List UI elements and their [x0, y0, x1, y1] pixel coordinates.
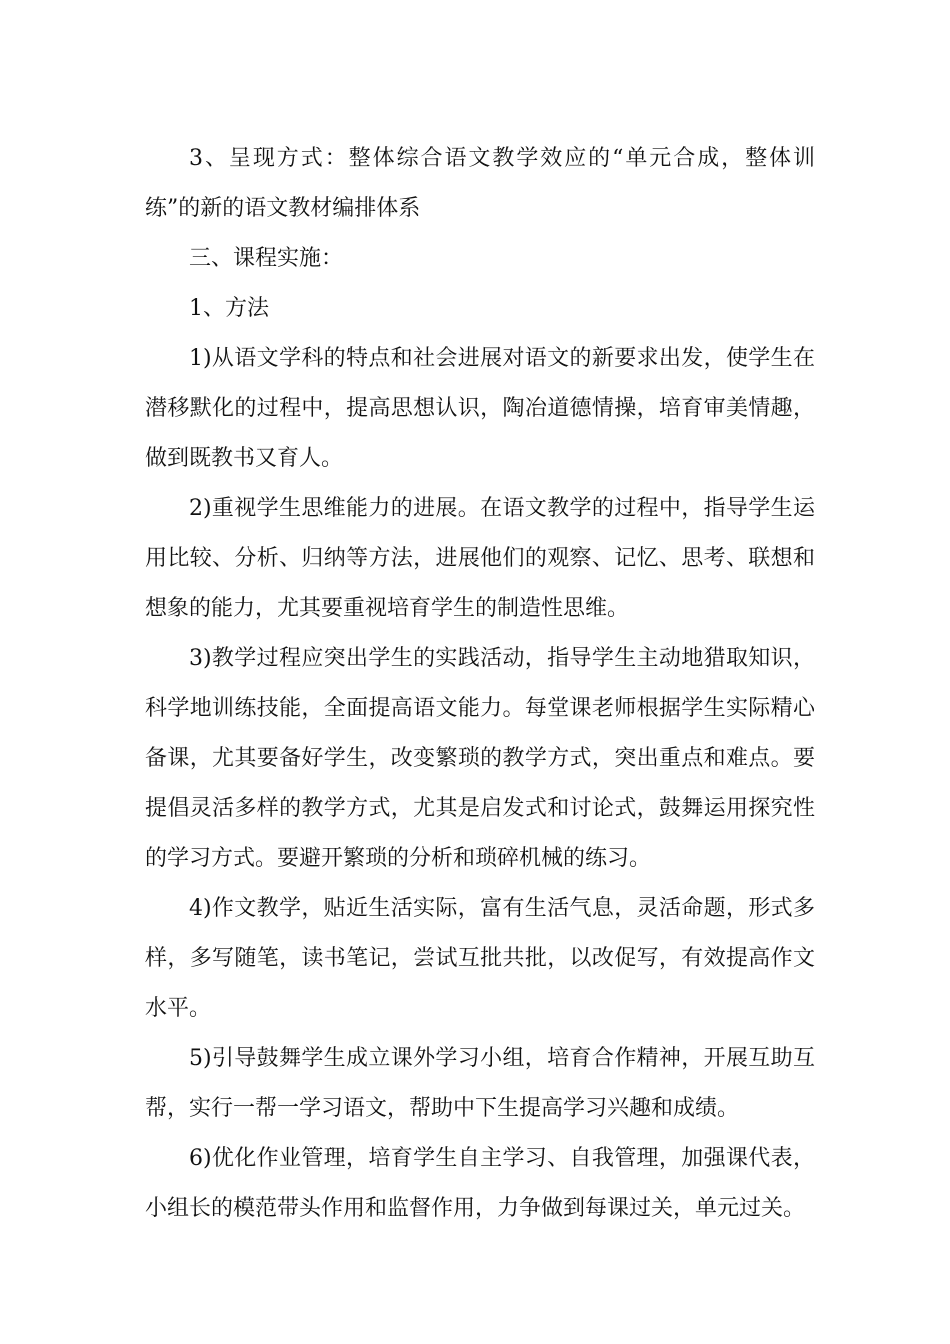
heading-methods: 1、方法 — [189, 296, 269, 321]
paragraph-method-6: 6)优化作业管理，培育学生自主学习、自我管理，加强课代表，小组长的模范带头作用和监督作用，力争做到每课过关，单元过关。 — [145, 1146, 815, 1221]
paragraph-method-2: 2)重视学生思维能力的进展。在语文教学的过程中，指导学生运用比较、分析、归纳等方法，进展他们的观察、记忆、思考、联想和想象的能力，尤其要重视培育学生的制造性思维。 — [145, 496, 815, 621]
paragraph-method-5: 5)引导鼓舞学生成立课外学习小组，培育合作精神，开展互助互帮，实行一帮一学习语文，帮助中下生提高学习兴趣和成绩。 — [145, 1046, 815, 1121]
paragraph-presentation-method: 3、呈现方式：整体综合语文教学效应的“单元合成，整体训练”的新的语文教材编排体系 — [145, 146, 815, 221]
document-body — [145, 134, 815, 1234]
paragraph-method-1: 1)从语文学科的特点和社会进展对语文的新要求出发，使学生在潜移默化的过程中，提高思想认识，陶冶道德情操，培育审美情趣，做到既教书又育人。 — [145, 346, 815, 471]
paragraph-method-4: 4)作文教学，贴近生活实际，富有生活气息，灵活命题，形式多样，多写随笔，读书笔记，尝试互批共批，以改促写，有效提高作文水平。 — [145, 896, 815, 1021]
heading-course-implementation: 三、课程实施： — [189, 246, 344, 271]
paragraph-method-3: 3)教学过程应突出学生的实践活动，指导学生主动地猎取知识，科学地训练技能，全面提高语文能力。每堂课老师根据学生实际精心备课，尤其要备好学生，改变繁琐的教学方式，突出重点和难点。要提倡灵活多样的教学方式，尤其是启发式和讨论式，鼓舞运用探究性的学习方式。要避开繁琐的分析和琐碎机械的练习。 — [145, 646, 815, 871]
